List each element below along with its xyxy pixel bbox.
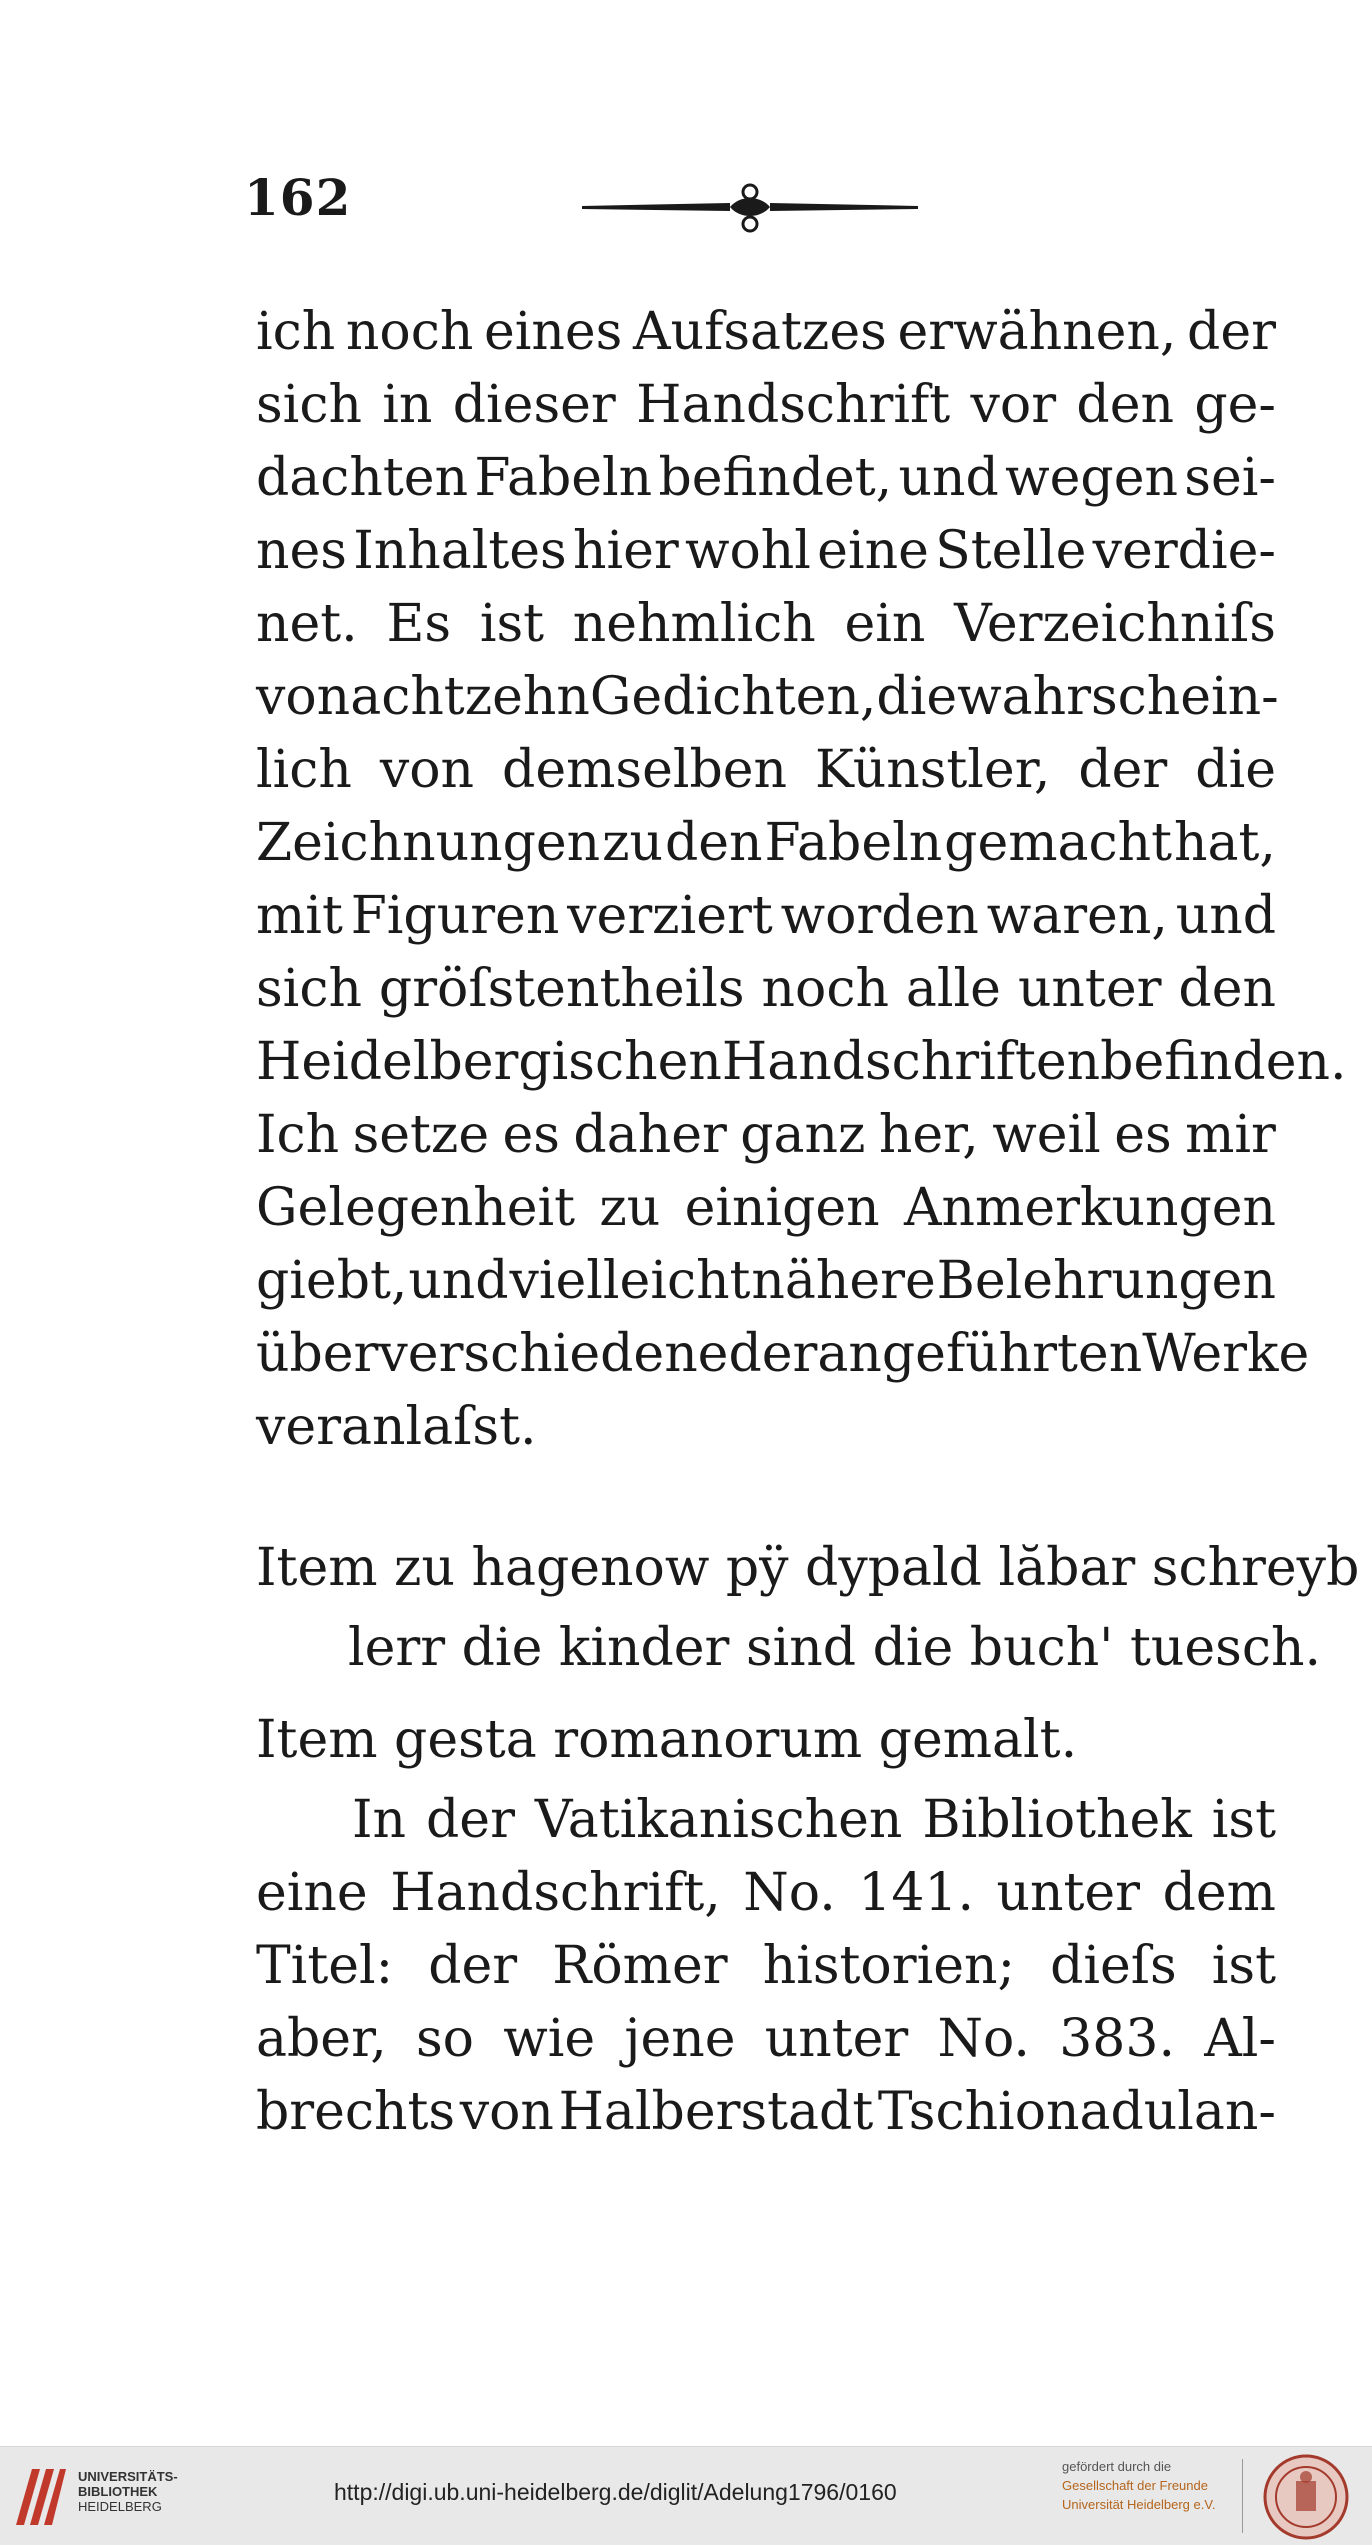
word: nehmlich <box>572 594 816 654</box>
word: und <box>1175 886 1276 946</box>
university-seal-icon[interactable] <box>1262 2453 1350 2541</box>
sponsor-name: Universität Heidelberg e.V. <box>1062 2497 1216 2512</box>
word: eine <box>256 1863 368 1923</box>
word: den <box>1178 959 1276 1019</box>
word: Handschrift, <box>390 1863 721 1923</box>
word: zu <box>602 813 664 873</box>
word: die <box>1195 740 1276 800</box>
word: von <box>379 740 475 800</box>
word: sei- <box>1184 448 1276 508</box>
word: noch <box>345 302 474 362</box>
word: weil <box>992 1105 1101 1165</box>
word: die <box>876 667 958 727</box>
text-line <box>256 442 1276 515</box>
word: sich <box>256 375 362 435</box>
word: Halberstadt <box>558 2082 874 2142</box>
text-line <box>256 953 1276 1026</box>
text-line <box>256 2076 1276 2149</box>
text-line <box>256 1930 1276 2003</box>
paragraph-1 <box>256 296 1347 1464</box>
word: giebt, <box>256 1251 408 1311</box>
word: Es <box>386 594 452 654</box>
word: Gedichten, <box>589 667 877 727</box>
sponsor-name: Gesellschaft der Freunde <box>1062 2478 1208 2493</box>
word: erwähnen, <box>897 302 1177 362</box>
word: Zeichnungen <box>256 813 601 873</box>
word: der <box>1078 740 1168 800</box>
library-name-line: BIBLIOTHEK <box>78 2484 158 2499</box>
word: von <box>256 667 351 727</box>
word: verdie- <box>1092 521 1276 581</box>
word: jene <box>624 2009 736 2069</box>
word: Fabeln <box>764 813 943 873</box>
word: mit <box>256 886 343 946</box>
word: Figuren <box>350 886 560 946</box>
word: Handschriften <box>721 1032 1101 1092</box>
text-line <box>256 880 1276 953</box>
word: In <box>352 1790 407 1850</box>
word: mir <box>1185 1105 1276 1165</box>
footer-bar <box>0 2446 1372 2545</box>
word: es <box>502 1105 560 1165</box>
word: den <box>1076 375 1174 435</box>
word: her, <box>878 1105 979 1165</box>
text-line <box>256 661 1279 734</box>
word: in <box>382 375 433 435</box>
word: ist <box>479 594 545 654</box>
word: dieser <box>452 375 616 435</box>
verse-line: Item zu hagenow pÿ dypald lăbar schreyb <box>256 1538 1360 1598</box>
word: und <box>408 1251 509 1311</box>
word: Verzeichniſs <box>954 594 1276 654</box>
word: achtzehn <box>350 667 590 727</box>
word: Vatikanischen <box>534 1790 903 1850</box>
word: setze <box>352 1105 490 1165</box>
word: nähere <box>751 1251 936 1311</box>
word: befindet, <box>658 448 893 508</box>
text-line <box>256 807 1276 880</box>
word: ganz <box>740 1105 866 1165</box>
text-line <box>256 1099 1276 1172</box>
word: verziert <box>567 886 773 946</box>
word: eines <box>484 302 623 362</box>
text-line <box>256 515 1276 588</box>
library-name-line: HEIDELBERG <box>78 2499 162 2514</box>
word: sich <box>256 959 362 1019</box>
sponsor-label: gefördert durch die <box>1062 2459 1172 2474</box>
word: Bibliothek <box>922 1790 1192 1850</box>
word: net. <box>256 594 358 654</box>
word: wahrschein- <box>957 667 1279 727</box>
word: Inhaltes <box>353 521 567 581</box>
word: einigen <box>684 1178 880 1238</box>
word: Titel: <box>256 1936 394 1996</box>
word: so <box>415 2009 474 2069</box>
verse-line: Item gesta romanorum gemalt. <box>256 1710 1078 1770</box>
word: lich <box>256 740 352 800</box>
text-line <box>256 1318 1310 1391</box>
word: dem <box>1162 1863 1276 1923</box>
word: wohl <box>684 521 811 581</box>
word: Anmerkungen <box>903 1178 1276 1238</box>
word: hat, <box>1174 813 1276 873</box>
text-line <box>256 1245 1276 1318</box>
word: ist <box>1211 1936 1276 1996</box>
word: vor <box>970 375 1057 435</box>
word: No. <box>937 2009 1030 2069</box>
word: über <box>256 1324 379 1384</box>
text-line <box>256 1784 1276 1857</box>
word: dachten <box>256 448 469 508</box>
word: brechts <box>256 2082 456 2142</box>
word: Ich <box>256 1105 340 1165</box>
sponsor-credit[interactable] <box>1062 2457 1242 2514</box>
word: den <box>664 813 763 873</box>
verse-block <box>256 1528 1360 1780</box>
paragraph-2 <box>256 1784 1276 2149</box>
ornament-divider <box>580 180 920 236</box>
word: Handschrift <box>636 375 951 435</box>
library-name-line: UNIVERSITÄTS- <box>78 2469 178 2484</box>
word: unter <box>996 1863 1141 1923</box>
text-line <box>256 1172 1276 1245</box>
word: der <box>426 1790 515 1850</box>
word: worden <box>780 886 979 946</box>
text-line <box>256 1857 1276 1930</box>
word: es <box>1114 1105 1172 1165</box>
word: wegen <box>1005 448 1178 508</box>
word: aber, <box>256 2009 387 2069</box>
word: waren, <box>986 886 1168 946</box>
word: No. <box>743 1863 836 1923</box>
word: alle <box>905 959 1001 1019</box>
word: Fabeln <box>474 448 653 508</box>
text-line: veranlaſst. <box>256 1397 537 1457</box>
word: eine <box>817 521 929 581</box>
text-line <box>256 734 1276 807</box>
text-line <box>256 588 1276 661</box>
word: der <box>428 1936 518 1996</box>
word: noch <box>761 959 889 1019</box>
text-line <box>256 1026 1347 1099</box>
word: ge- <box>1194 375 1276 435</box>
word: Aufsatzes <box>633 302 887 362</box>
university-library-logo[interactable] <box>12 2461 68 2529</box>
word: ein <box>844 594 926 654</box>
word: Künstler, <box>815 740 1051 800</box>
word: unter <box>764 2009 909 2069</box>
word: nes <box>256 521 347 581</box>
word: Tschionadulan- <box>877 2082 1276 2142</box>
word: der <box>1187 302 1276 362</box>
word: zu <box>599 1178 661 1238</box>
text-line <box>256 296 1276 369</box>
word: wie <box>503 2009 596 2069</box>
word: 383. <box>1059 2009 1175 2069</box>
word: Römer <box>552 1936 728 1996</box>
word: Gelegenheit <box>256 1178 576 1238</box>
word: Belehrungen <box>936 1251 1276 1311</box>
word: befinden. <box>1100 1032 1347 1092</box>
word: Heidelbergischen <box>256 1032 722 1092</box>
verse-line: lerr die kinder sind die buch' tuesch. <box>348 1618 1321 1678</box>
word: Stelle <box>935 521 1087 581</box>
word: verschiedene <box>378 1324 729 1384</box>
word: gröſstentheils <box>378 959 745 1019</box>
word: daher <box>573 1105 727 1165</box>
permalink-url[interactable]: http://digi.ub.uni-heidelberg.de/diglit/Adelung1796/0160 <box>334 2479 897 2505</box>
word: Al- <box>1204 2009 1276 2069</box>
word: angeführten <box>817 1324 1143 1384</box>
word: dieſs <box>1050 1936 1177 1996</box>
word: und <box>898 448 999 508</box>
word: Werke <box>1142 1324 1310 1384</box>
word: der <box>728 1324 818 1384</box>
word: gemacht <box>944 813 1173 873</box>
word: historien; <box>762 1936 1015 1996</box>
page-number: 162 <box>244 168 352 227</box>
word: demselben <box>502 740 788 800</box>
word: von <box>459 2082 554 2142</box>
word: hier <box>572 521 679 581</box>
divider <box>1242 2459 1243 2533</box>
library-name[interactable] <box>78 2469 178 2514</box>
text-line <box>256 369 1276 442</box>
word: ich <box>256 302 336 362</box>
word: unter <box>1017 959 1162 1019</box>
word: ist <box>1211 1790 1276 1850</box>
word: 141. <box>858 1863 975 1923</box>
word: vielleicht <box>509 1251 751 1311</box>
text-line <box>256 2003 1276 2076</box>
